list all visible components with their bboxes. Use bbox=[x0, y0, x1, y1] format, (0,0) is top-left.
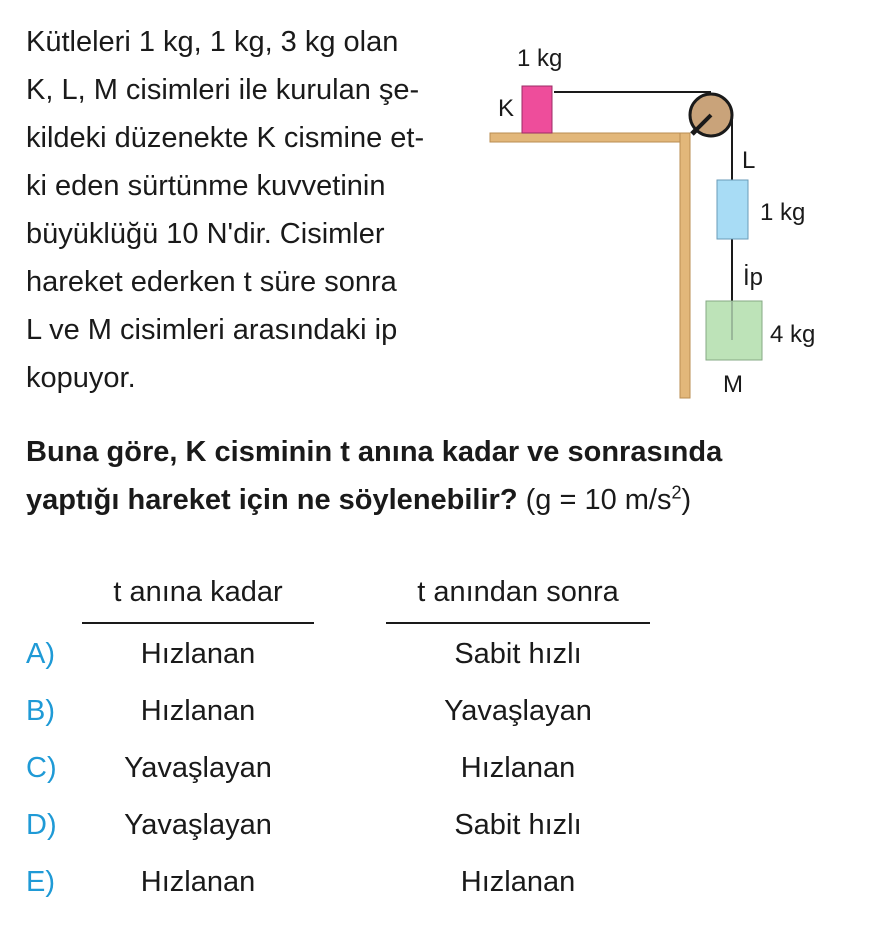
gravity-formula bbox=[526, 484, 692, 516]
statement-line: ki eden sürtünme kuvvetinin bbox=[26, 170, 386, 202]
block-m bbox=[706, 301, 762, 360]
option-after: Sabit hızlı bbox=[454, 809, 582, 841]
question-line-1: Buna göre, K cisminin t anına kadar ve sonrasında bbox=[26, 436, 723, 468]
column-divider-before bbox=[82, 622, 314, 624]
answer-option-b[interactable] bbox=[0, 695, 883, 743]
option-letter: E) bbox=[26, 866, 55, 898]
rope-label: İp bbox=[743, 264, 764, 291]
answer-option-c[interactable] bbox=[0, 752, 883, 800]
m-mass-label: 4 kg bbox=[770, 321, 816, 348]
option-after: Hızlanan bbox=[460, 866, 576, 898]
column-divider-after bbox=[386, 622, 650, 624]
statement-line: Kütleleri 1 kg, 1 kg, 3 kg olan bbox=[26, 26, 399, 58]
option-letter: B) bbox=[26, 695, 55, 727]
question-line-2 bbox=[26, 476, 866, 524]
statement-line: kildeki düzenekte K cismine et- bbox=[26, 122, 425, 154]
formula-prefix: (g = 10 m/s bbox=[525, 484, 672, 516]
answer-option-d[interactable] bbox=[0, 809, 883, 857]
pulley-diagram bbox=[480, 30, 860, 410]
question-text bbox=[26, 428, 866, 524]
statement-line: hareket ederken t süre sonra bbox=[26, 266, 397, 298]
answer-option-e[interactable] bbox=[0, 866, 883, 914]
statement-line: K, L, M cisimleri ile kurulan şe- bbox=[26, 74, 420, 106]
statement-line: L ve M cisimleri arasındaki ip bbox=[26, 314, 398, 346]
statement-line: kopuyor. bbox=[26, 362, 136, 394]
formula-exponent: 2 bbox=[671, 482, 682, 503]
option-letter: A) bbox=[26, 638, 55, 670]
option-letter: C) bbox=[26, 752, 57, 784]
l-mass-label: 1 kg bbox=[760, 199, 806, 226]
option-before: Yavaşlayan bbox=[124, 809, 272, 841]
table-top bbox=[490, 133, 690, 142]
block-l bbox=[717, 180, 748, 239]
block-k bbox=[522, 86, 552, 133]
option-before: Hızlanan bbox=[140, 695, 256, 727]
option-before: Yavaşlayan bbox=[124, 752, 272, 784]
answer-option-a[interactable] bbox=[0, 638, 883, 686]
question-line-2-bold: yaptığı hareket için ne söylenebilir? bbox=[26, 484, 518, 516]
option-before: Hızlanan bbox=[140, 638, 256, 670]
option-letter: D) bbox=[26, 809, 57, 841]
l-label: L bbox=[742, 147, 756, 174]
column-header-before: t anına kadar bbox=[113, 576, 283, 608]
option-before: Hızlanan bbox=[140, 866, 256, 898]
table-leg bbox=[680, 133, 690, 398]
m-label: M bbox=[723, 371, 743, 398]
statement-line: büyüklüğü 10 N'dir. Cisimler bbox=[26, 218, 385, 250]
k-mass-label: 1 kg bbox=[517, 45, 563, 72]
k-label: K bbox=[498, 95, 515, 122]
option-after: Hızlanan bbox=[460, 752, 576, 784]
option-after: Sabit hızlı bbox=[454, 638, 582, 670]
option-after: Yavaşlayan bbox=[444, 695, 592, 727]
problem-statement bbox=[26, 18, 476, 402]
column-header-after: t anından sonra bbox=[417, 576, 619, 608]
formula-suffix: ) bbox=[681, 484, 692, 516]
pulley-icon bbox=[690, 94, 732, 136]
